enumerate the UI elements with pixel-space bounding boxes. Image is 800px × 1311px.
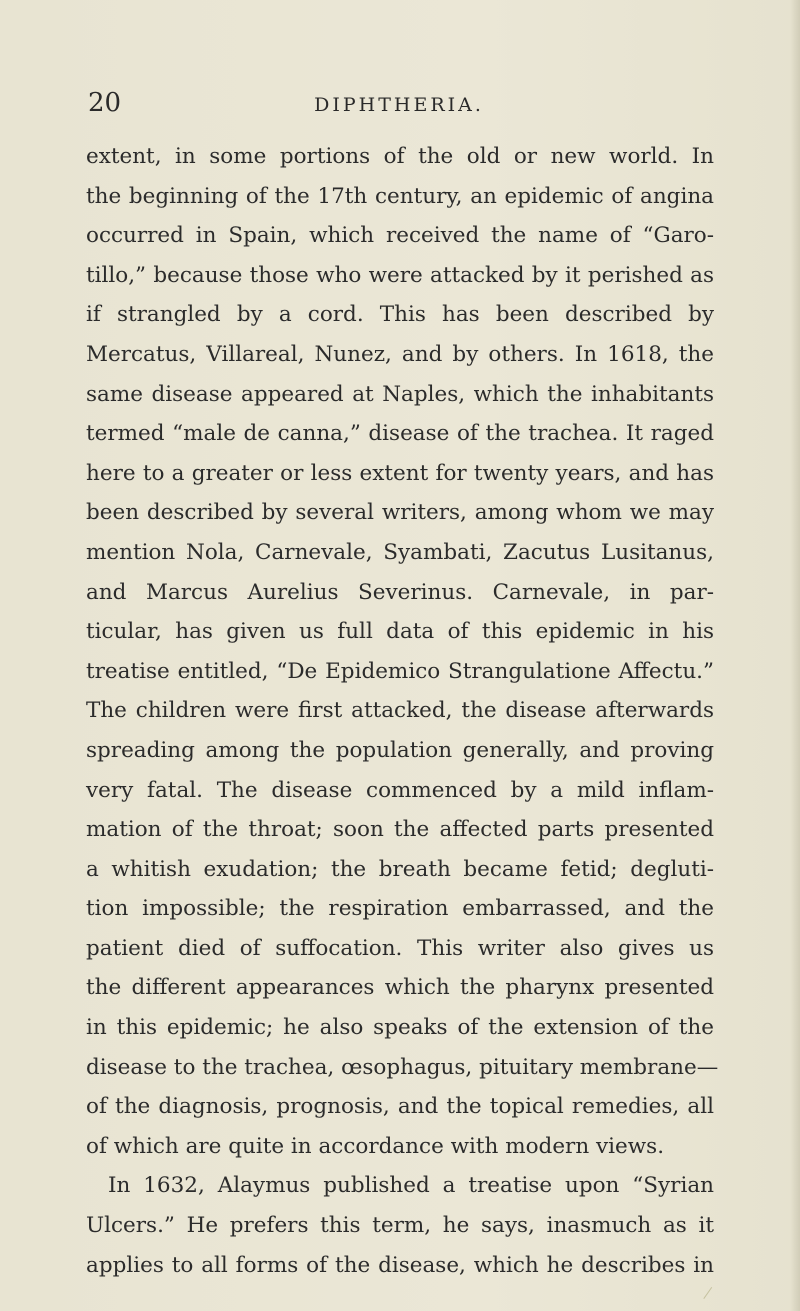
text-line: very fatal. The disease commenced by a mild inflam- [86, 777, 714, 803]
body-text [86, 137, 719, 1285]
text-line: treatise entitled, “De Epidemico Strangulatione Affectu.” [86, 658, 714, 684]
text-line: patient died of suffocation. This writer also gives us [86, 935, 714, 961]
text-line: a whitish exudation; the breath became fetid; degluti- [86, 856, 714, 882]
running-head: DIPHTHERIA. [314, 94, 484, 116]
text-line: tion impossible; the respiration embarrassed, and the [86, 896, 714, 922]
pencil-mark [703, 1287, 723, 1307]
paragraph-start-line: In 1632, Alaymus published a treatise upon “Syrian [108, 1173, 714, 1199]
text-line: Mercatus, Villareal, Nunez, and by others. In 1618, the [86, 341, 714, 367]
page-number: 20 [88, 88, 122, 118]
text-line: The children were first attacked, the disease afterwards [86, 698, 714, 724]
text-line: ticular, has given us full data of this epidemic in his [86, 619, 714, 645]
text-line: tillo,” because those who were attacked by it perished as [86, 262, 714, 288]
text-line: in this epidemic; he also speaks of the extension of the [86, 1015, 714, 1041]
text-line: here to a greater or less extent for twenty years, and has [86, 460, 714, 486]
paragraph-end-line: of which are quite in accordance with modern views. [86, 1133, 665, 1159]
text-line: of the diagnosis, prognosis, and the topical remedies, all [86, 1094, 714, 1120]
text-line: applies to all forms of the disease, which he describes in [86, 1252, 714, 1278]
text-line: if strangled by a cord. This has been described by [86, 302, 714, 328]
text-line: the beginning of the 17th century, an epidemic of angina [86, 183, 714, 209]
text-line: termed “male de canna,” disease of the trachea. It raged [86, 421, 714, 447]
page-edge-shadow [790, 0, 800, 1311]
text-line: same disease appeared at Naples, which the inhabitants [86, 381, 714, 407]
text-line: Ulcers.” He prefers this term, he says, inasmuch as it [86, 1213, 714, 1239]
text-line: spreading among the population generally, and proving [86, 737, 714, 763]
page-header [88, 86, 710, 120]
text-line: extent, in some portions of the old or new world. In [86, 144, 714, 169]
text-line: occurred in Spain, which received the name of “Garo- [86, 223, 714, 249]
text-line: and Marcus Aurelius Severinus. Carnevale, in par- [86, 579, 714, 605]
text-line: mation of the throat; soon the affected parts presented [86, 817, 714, 843]
text-line: disease to the trachea, œsophagus, pituitary membrane— [86, 1054, 719, 1080]
text-line: the different appearances which the pharynx presented [86, 975, 714, 1001]
text-line: been described by several writers, among whom we may [86, 500, 714, 526]
text-line: mention Nola, Carnevale, Syambati, Zacutus Lusitanus, [86, 539, 714, 565]
